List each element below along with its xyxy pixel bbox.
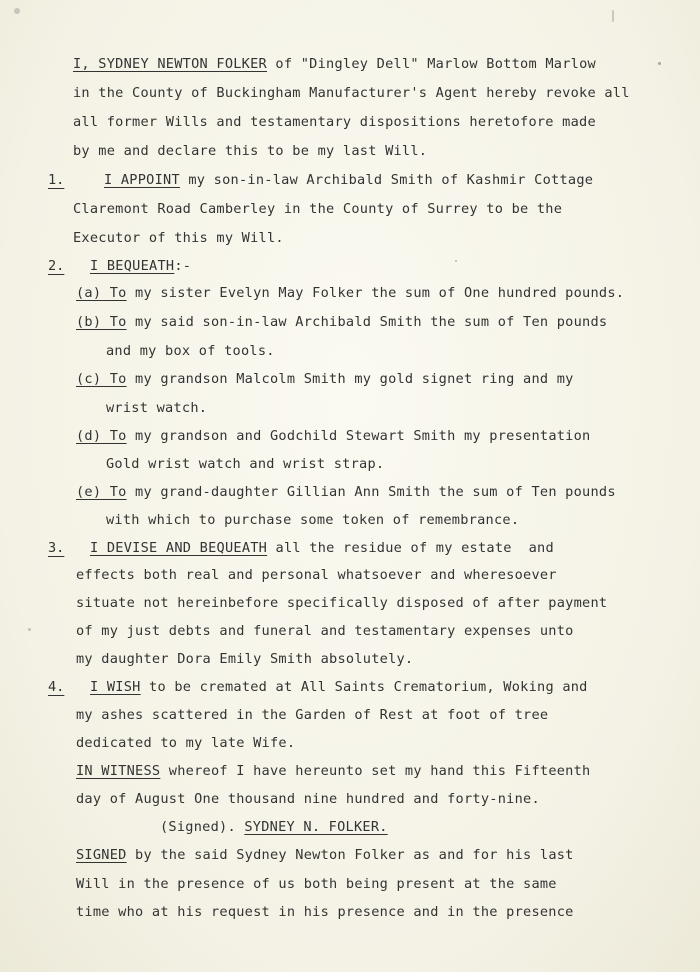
paper-speck — [455, 260, 457, 262]
witness-line-1: IN WITNESS whereof I have hereunto set my hand this Fifteenth — [76, 763, 591, 779]
preamble-line-3: all former Wills and testamentary dispositions heretofore made — [73, 114, 596, 130]
bequest-c-line-1: (c) To my grandson Malcolm Smith my gold signet ring and my — [76, 371, 574, 387]
clause-2-number: 2. — [48, 258, 65, 274]
bequest-e-line-2: with which to purchase some token of remembrance. — [106, 512, 520, 528]
witness-line-2: day of August One thousand nine hundred and forty-nine. — [76, 791, 540, 807]
clause-1-heading: I APPOINT — [104, 172, 180, 188]
bequest-e-line-1: (e) To my grand-daughter Gillian Ann Smith the sum of Ten pounds — [76, 484, 616, 500]
clause-1-number: 1. — [48, 172, 65, 188]
bequest-a-line-1: (a) To my sister Evelyn May Folker the sum of One hundred pounds. — [76, 285, 625, 301]
clause-3-line-5: my daughter Dora Emily Smith absolutely. — [76, 651, 414, 667]
clause-4-line-3: dedicated to my late Wife. — [76, 735, 296, 751]
bequest-c-line-2: wrist watch. — [106, 400, 208, 416]
clause-2-line-1: I BEQUEATH:- — [90, 258, 192, 274]
attestation-line-2: Will in the presence of us both being present at the same — [76, 876, 557, 892]
clause-1-line-3: Executor of this my Will. — [73, 230, 284, 246]
preamble-line-2: in the County of Buckingham Manufacturer's Agent hereby revoke all — [73, 85, 630, 101]
preamble-line-4: by me and declare this to be my last Will. — [73, 143, 428, 159]
clause-1-line-2: Claremont Road Camberley in the County of Surrey to be the — [73, 201, 563, 217]
paper-speck — [612, 10, 614, 22]
witness-heading: IN WITNESS — [76, 763, 161, 779]
clause-3-heading: I DEVISE AND BEQUEATH — [90, 540, 268, 556]
clause-1-line-1: I APPOINT my son-in-law Archibald Smith of Kashmir Cottage — [104, 172, 594, 188]
signature-line: (Signed). SYDNEY N. FOLKER. — [160, 819, 388, 835]
clause-2-heading: I BEQUEATH — [90, 258, 175, 274]
clause-4-number: 4. — [48, 679, 65, 695]
bequest-d-line-2: Gold wrist watch and wrist strap. — [106, 456, 385, 472]
clause-3-line-2: effects both real and personal whatsoever and wheresoever — [76, 567, 557, 583]
attestation-heading: SIGNED — [76, 847, 127, 863]
paper-speck — [28, 628, 31, 631]
clause-4-line-2: my ashes scattered in the Garden of Rest at foot of tree — [76, 707, 549, 723]
signature-name: SYDNEY N. FOLKER. — [244, 819, 388, 835]
preamble-line-1: I, SYDNEY NEWTON FOLKER of "Dingley Dell" Marlow Bottom Marlow — [73, 56, 596, 72]
paper-speck — [658, 62, 661, 65]
clause-3-number: 3. — [48, 540, 65, 556]
clause-3-line-4: of my just debts and funeral and testamentary expenses unto — [76, 623, 574, 639]
bequest-b-line-1: (b) To my said son-in-law Archibald Smith the sum of Ten pounds — [76, 314, 608, 330]
paper-speck — [14, 8, 20, 14]
bequest-d-line-1: (d) To my grandson and Godchild Stewart Smith my presentation — [76, 428, 591, 444]
clause-4-heading: I WISH — [90, 679, 141, 695]
clause-3-line-1: I DEVISE AND BEQUEATH all the residue of my estate and — [90, 540, 554, 556]
clause-3-line-3: situate not hereinbefore specifically disposed of after payment — [76, 595, 608, 611]
attestation-line-3: time who at his request in his presence and in the presence — [76, 904, 574, 920]
attestation-line-1: SIGNED by the said Sydney Newton Folker as and for his last — [76, 847, 574, 863]
testator-name: I, SYDNEY NEWTON FOLKER — [73, 56, 267, 72]
bequest-b-line-2: and my box of tools. — [106, 343, 275, 359]
clause-4-line-1: I WISH to be cremated at All Saints Crematorium, Woking and — [90, 679, 588, 695]
